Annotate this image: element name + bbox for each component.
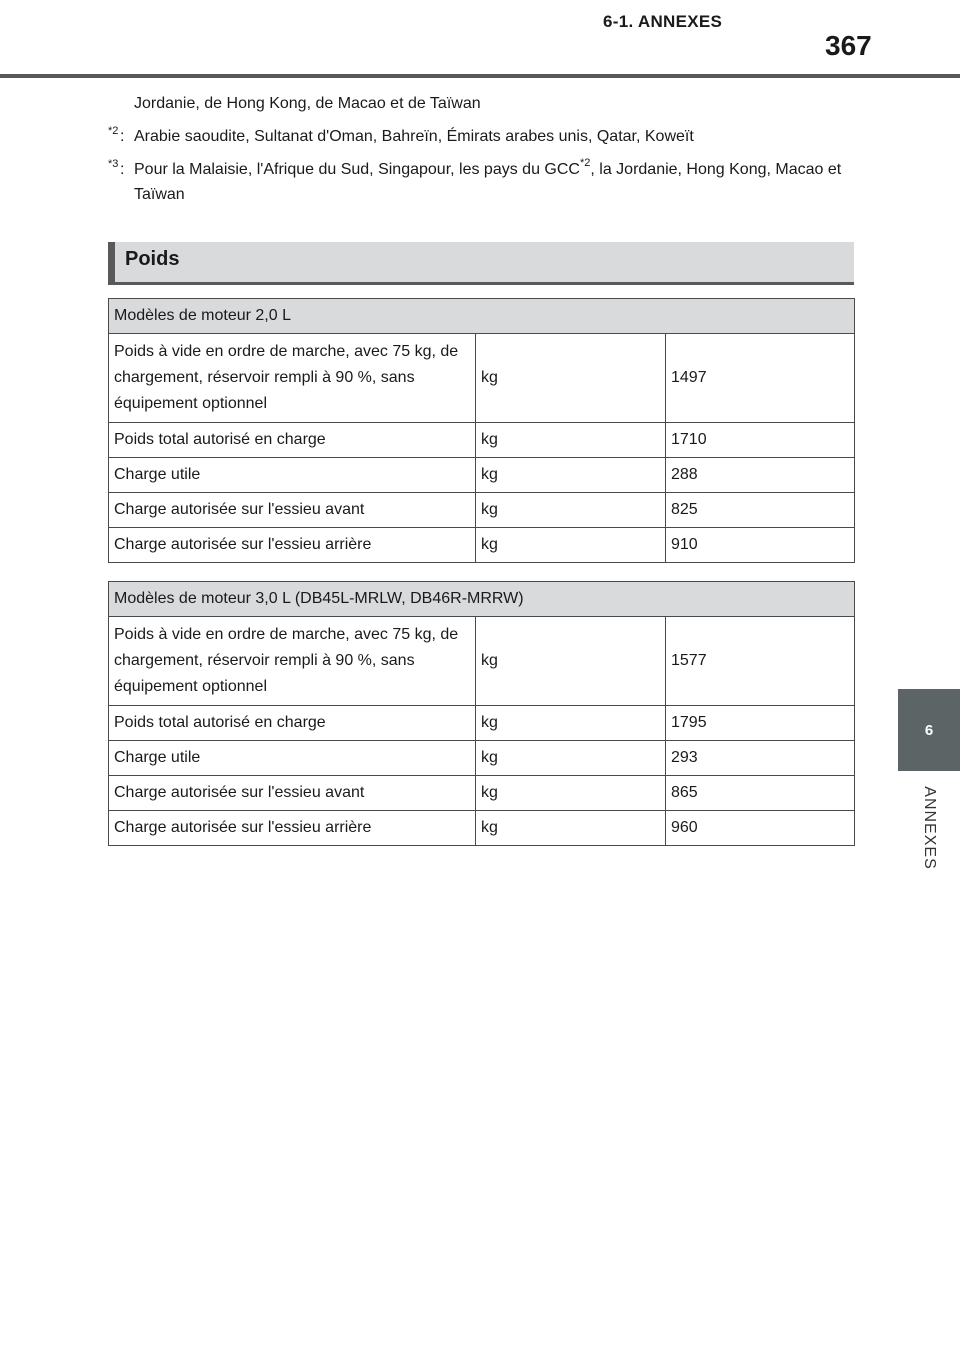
weight-table-2-0l [108,298,855,563]
row-unit: kg [476,776,666,811]
row-label: Charge autorisée sur l'essieu arrière [109,528,476,563]
row-unit: kg [476,493,666,528]
table-row [109,776,855,811]
table-row [109,617,855,706]
row-value: 1577 [666,617,855,706]
section-label: 6-1. ANNEXES [603,12,723,31]
row-label: Charge autorisée sur l'essieu arrière [109,811,476,846]
section-heading [108,242,854,285]
table-row [109,458,855,493]
row-value: 293 [666,741,855,776]
row-unit: kg [476,811,666,846]
footnote-continuation-text: Jordanie, de Hong Kong, de Macao et de Taïwan [134,95,481,112]
footnote-2-mark: *2 [108,125,119,137]
weight-table-3-0l [108,581,855,846]
footnote-3: *3 : Pour la Malaisie, l'Afrique du Sud, Singapour, les pays du GCC$^{*2}$, la Jordanie, Hong Kong, Macao et Taïwan [108,157,858,207]
row-value: 288 [666,458,855,493]
row-label: Poids total autorisé en charge [109,423,476,458]
table-row [109,741,855,776]
row-label: Charge autorisée sur l'essieu avant [109,493,476,528]
row-value: 1497 [666,334,855,423]
row-unit: kg [476,528,666,563]
table-row [109,423,855,458]
row-unit: kg [476,741,666,776]
row-label: Charge utile [109,458,476,493]
footnote-2: *2 : Arabie saoudite, Sultanat d'Oman, Bahreïn, Émirats arabes unis, Qatar, Koweït [108,124,858,149]
page-number: 367 [825,30,872,61]
table-title: Modèles de moteur 2,0 L [109,299,855,334]
row-value: 1710 [666,423,855,458]
row-value: 1795 [666,706,855,741]
row-label: Charge utile [109,741,476,776]
row-value: 825 [666,493,855,528]
table-row [109,493,855,528]
table-header-row [109,582,855,617]
row-label: Poids à vide en ordre de marche, avec 75 kg, de chargement, réservoir rempli à 90 %, sans équipement optionnel [109,334,476,423]
row-value: 865 [666,776,855,811]
section-heading-text: Poids [125,248,180,270]
footnote-3-text: Pour la Malaisie, l'Afrique du Sud, Singapour, les pays du GCC [134,161,580,178]
table-row [109,811,855,846]
row-unit: kg [476,423,666,458]
table-row [109,334,855,423]
footnote-3-mark: *3 [108,158,119,170]
row-label: Poids à vide en ordre de marche, avec 75 kg, de chargement, réservoir rempli à 90 %, sans équipement optionnel [109,617,476,706]
footnotes [108,91,858,215]
row-value: 960 [666,811,855,846]
chapter-tab [898,689,960,771]
footnote-continuation [108,91,858,116]
table-header-row [109,299,855,334]
row-label: Charge autorisée sur l'essieu avant [109,776,476,811]
footnote-3-ref: *2 [579,156,591,169]
row-label: Poids total autorisé en charge [109,706,476,741]
row-unit: kg [476,617,666,706]
row-unit: kg [476,458,666,493]
table-row [109,706,855,741]
row-unit: kg [476,334,666,423]
row-unit: kg [476,706,666,741]
header-rule [0,74,960,78]
chapter-tab-number: 6 [924,721,934,739]
footnote-2-text: Arabie saoudite, Sultanat d'Oman, Bahreïn, Émirats arabes unis, Qatar, Koweït [134,128,694,145]
table-row [109,528,855,563]
footnote-3-text-after: , la Jordanie, Hong Kong, Macao et Taïwan [134,161,842,203]
row-value: 910 [666,528,855,563]
table-title: Modèles de moteur 3,0 L (DB45L-MRLW, DB46R-MRRW) [109,582,855,617]
chapter-tab-label: ANNEXES [921,786,938,870]
